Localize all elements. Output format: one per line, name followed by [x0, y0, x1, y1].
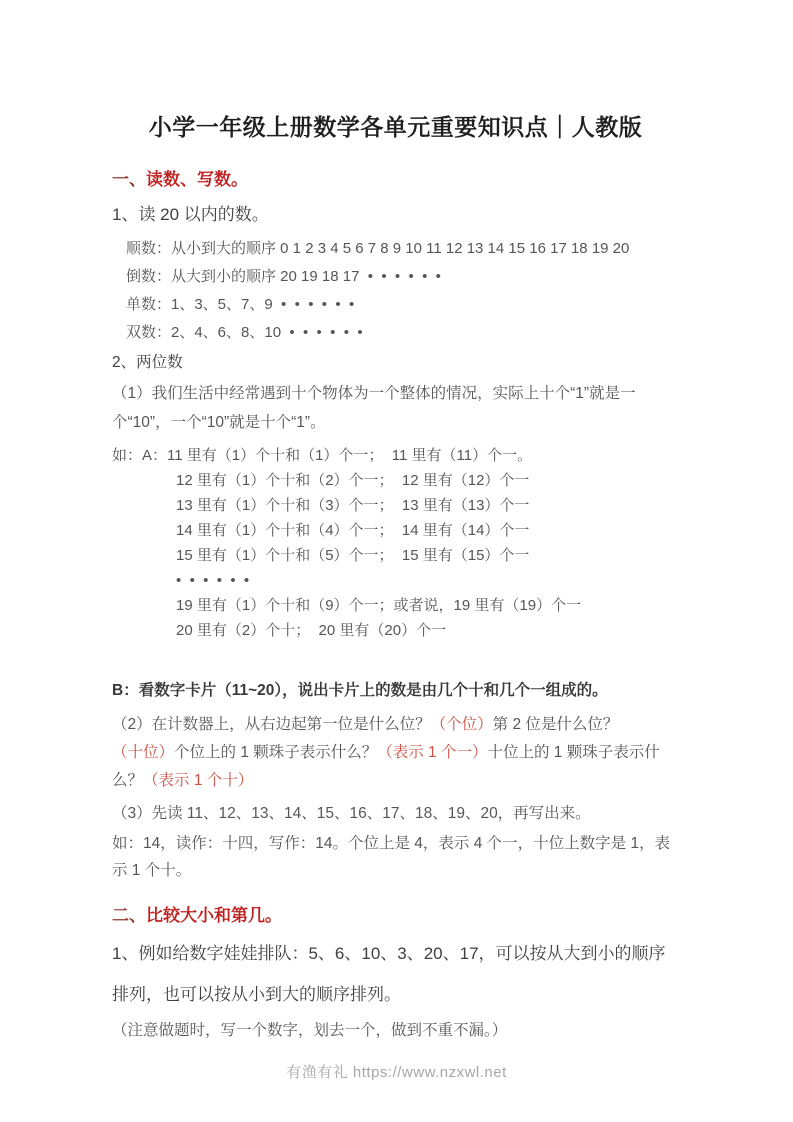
- answer-highlight: （个位）: [430, 716, 493, 733]
- question-text: （2）在计数器上，从右边起第一位是什么位？: [112, 716, 431, 733]
- section1-heading-text: 读数、写数。: [146, 170, 248, 189]
- section2-heading-number: 二、: [112, 906, 146, 925]
- question-text: 十位上的 1 颗珠子表示什么？: [112, 744, 660, 789]
- section1-paragraph-4: 如：14，读作：十四，写作：14。个位上是 4，表示 4 个一，十位上数字是 1，表示 1 个十。: [112, 835, 671, 879]
- answer-highlight: （表示 1 个一）: [377, 744, 488, 761]
- section2-heading: [112, 904, 679, 927]
- number-facts-block: [126, 235, 679, 347]
- question-text: 第 2 位是什么位？: [492, 716, 619, 733]
- example-a-block: [112, 443, 679, 643]
- section2-note: （注意做题时，写一个数字，划去一个，做到不重不漏。）: [112, 1022, 508, 1039]
- section1-item1: 1、读 20 以内的数。: [112, 205, 269, 224]
- example-a-line: 19 里有（1）个十和（9）个一；或者说，19 里有（19）个一: [176, 597, 582, 614]
- example-a-line: 15 里有（1）个十和（5）个一； 15 里有（15）个一: [176, 547, 530, 564]
- example-a-line: 20 里有（2）个十； 20 里有（20）个一: [176, 622, 447, 639]
- example-a-line: 14 里有（1）个十和（4）个一； 14 里有（14）个一: [176, 522, 530, 539]
- section1-paragraph-1: （1）我们生活中经常遇到十个物体为一个整体的情况，实际上十个“1”就是一个“10”，一个“10”就是十个“1”。: [112, 385, 636, 431]
- section1-heading-number: 一、: [112, 170, 146, 189]
- number-row-ascending: 顺数：从小到大的顺序 0 1 2 3 4 5 6 7 8 9 10 11 12 13 14 15 16 17 18 19 20: [126, 240, 630, 257]
- example-b-line: B：看数字卡片（11~20），说出卡片上的数是由几个十和几个一组成的。: [112, 682, 608, 699]
- example-a-ellipsis: • • • • • •: [176, 572, 250, 589]
- section2-heading-text: 比较大小和第几。: [146, 906, 282, 925]
- section1-heading: [112, 168, 679, 191]
- example-a-line: 13 里有（1）个十和（3）个一； 13 里有（13）个一: [176, 497, 530, 514]
- page-title: 小学一年级上册数学各单元重要知识点｜人教版: [148, 114, 643, 140]
- section1-paragraph-2: [112, 711, 679, 795]
- section2-paragraph-1: 1、例如给数字娃娃排队：5、6、10、3、20、17，可以按从大到小的顺序排列，也可以按从小到大的顺序排列。: [112, 944, 666, 1004]
- section1-paragraph-3: （3）先读 11、12、13、14、15、16、17、18、19、20，再写出来。: [112, 805, 591, 822]
- section1-item2: 2、两位数: [112, 354, 183, 371]
- example-a-line: 12 里有（1）个十和（2）个一； 12 里有（12）个一: [176, 472, 530, 489]
- answer-highlight: （十位）: [112, 744, 175, 761]
- question-text: 个位上的 1 颗珠子表示什么？: [174, 744, 378, 761]
- example-a-line: 如：A：11 里有（1）个十和（1）个一； 11 里有（11）个一。: [112, 447, 533, 464]
- number-row-even: 双数：2、4、6、8、10 • • • • • •: [126, 324, 363, 341]
- answer-highlight: （表示 1 个十）: [143, 772, 254, 789]
- number-row-descending: 倒数：从大到小的顺序 20 19 18 17 • • • • • •: [126, 268, 441, 285]
- footer-watermark: 有渔有礼 https://www.nzxwl.net: [286, 1064, 507, 1081]
- number-row-odd: 单数：1、3、5、7、9 • • • • • •: [126, 296, 355, 313]
